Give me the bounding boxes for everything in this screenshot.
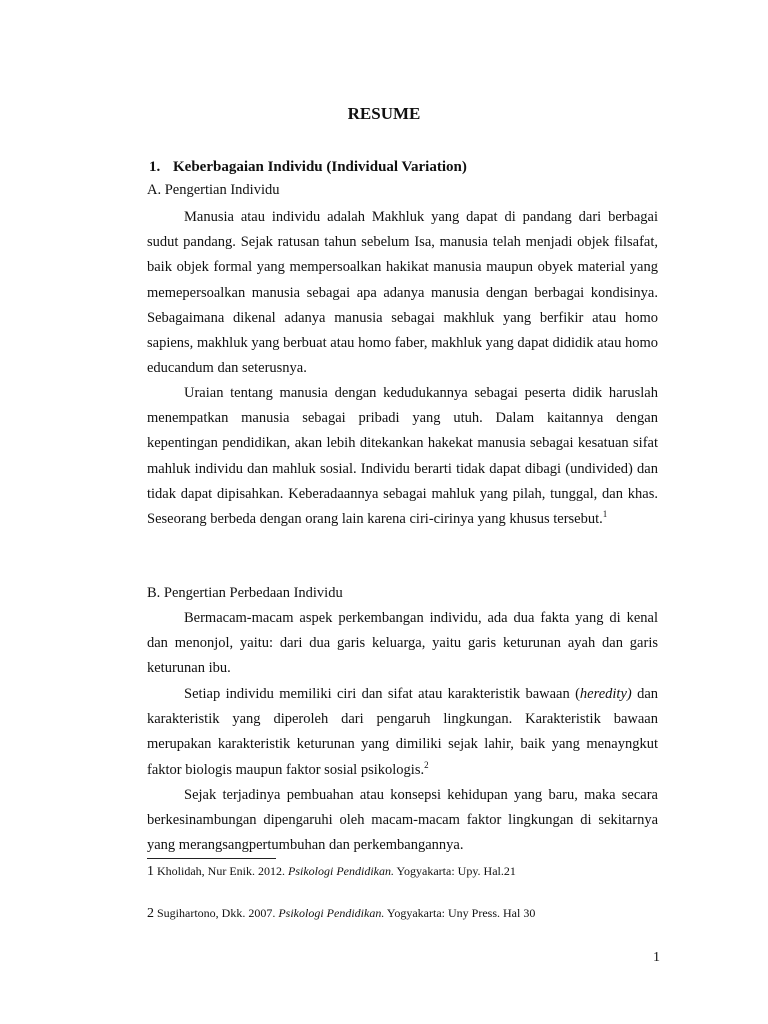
footnote-text: Kholidah, Nur Enik. 2012. bbox=[157, 864, 288, 878]
paragraph-text: Uraian tentang manusia dengan kedudukannya sebagai peserta didik haruslah menempatkan manusia sebagai pribadi yang utuh. Dalam kaitannya dengan kepentingan pendidikan, akan lebih ditekankan hakekat manusia sebagai kesatuan sifat mahluk individu dan mahluk sosial. Individu berarti tidak dapat dibagi (undivided) dan tidak dapat dipisahkan. Keberadaannya sebagai mahluk yang pilah, tunggal, dan khas. Seseorang berbeda dengan orang lain karena ciri-cirinya yang khusus tersebut. bbox=[147, 385, 658, 528]
subheading-b: B. Pengertian Perbedaan Individu bbox=[147, 585, 343, 601]
footnote-separator bbox=[147, 858, 276, 859]
footnote-text: Sugihartono, Dkk. 2007. bbox=[157, 906, 279, 920]
footnote-reference: 2 bbox=[424, 759, 429, 770]
paragraph bbox=[147, 381, 658, 532]
page-number: 1 bbox=[653, 950, 660, 965]
document-title: RESUME bbox=[347, 104, 421, 123]
italic-term: heredity) bbox=[579, 686, 632, 702]
footnote-text: Yogyakarta: Upy. Hal.21 bbox=[393, 864, 516, 878]
footnote-number: 1 bbox=[147, 864, 154, 879]
footnote-reference: 1 bbox=[602, 509, 608, 520]
paragraph bbox=[147, 205, 658, 381]
section-heading-text: Keberbagaian Individu (Individual Variation) bbox=[173, 159, 467, 175]
footnote bbox=[147, 862, 516, 881]
paragraph bbox=[147, 606, 658, 682]
paragraph-text: Sejak terjadinya pembuahan atau konsepsi kehidupan yang baru, maka secara berkesinambungan dipengaruhi oleh macam-macam faktor lingkungan di sekitarnya yang merangsangpertumbuhan dan perkembangannya. bbox=[147, 787, 658, 854]
footnote-book-title: Psikologi Pendidikan. bbox=[288, 864, 394, 878]
footnote-text: Yogyakarta: Uny Press. Hal 30 bbox=[384, 906, 536, 920]
section-heading bbox=[149, 156, 467, 178]
paragraph-text: Bermacam-macam aspek perkembangan individu, ada dua fakta yang di kenal dan menonjol, yaitu: dari dua garis keluarga, yaitu garis keturunan ayah dan garis keturunan ibu. bbox=[147, 610, 658, 677]
paragraph bbox=[147, 783, 658, 859]
paragraph bbox=[147, 682, 658, 783]
section-number: 1. bbox=[149, 159, 161, 175]
subheading-a: A. Pengertian Individu bbox=[147, 182, 280, 198]
paragraph-text: Manusia atau individu adalah Makhluk yang dapat di pandang dari berbagai sudut pandang. Sejak ratusan tahun sebelum Isa, manusia telah menjadi objek filsafat, baik objek formal yang mempersoalkan hakikat manusia maupun obyek material yang memepersoalkan manusia sebagai apa adanya manusia dengan berbagai kondisinya. Sebagaimana dikenal adanya manusia sebagai makhluk yang berfikir atau homo sapiens, makhluk yang berbuat atau homo faber, makhluk yang dapat dididik atau homo educandum dan seterusnya. bbox=[147, 209, 658, 377]
paragraph-text: dan karakteristik yang diperoleh dari pengaruh lingkungan. Karakteristik bawaan merupakan karakteristik keturunan yang dimiliki sejak lahir, baik yang menayngkut faktor biologis maupun faktor sosial psikologis. bbox=[147, 686, 659, 778]
footnote-book-title: Psikologi Pendidikan. bbox=[278, 906, 385, 920]
paragraph-text: Setiap individu memiliki ciri dan sifat atau karakteristik bawaan ( bbox=[184, 686, 580, 702]
footnote-number: 2 bbox=[147, 906, 154, 921]
footnote bbox=[147, 904, 535, 923]
